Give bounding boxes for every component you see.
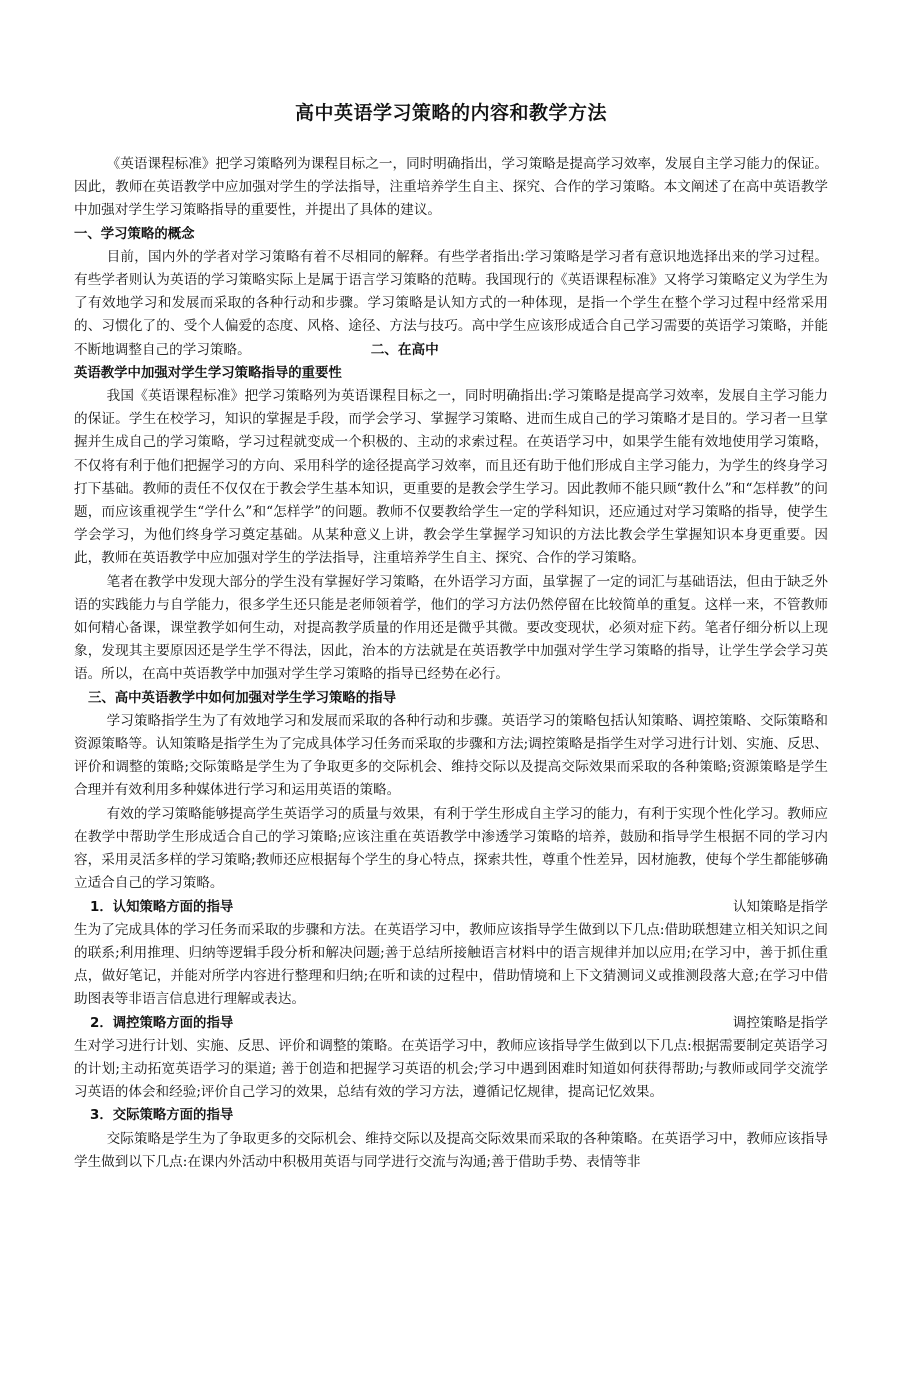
intro-paragraph: 《英语课程标准》把学习策略列为课程目标之一，同时明确指出，学习策略是提高学习效率，发展自主学习能力的保证。因此，教师在英语教学中应加强对学生的学法指导，注重培养学生自主、探究、合作的学习策略。本文阐述了在高中英语教学中加强对学生学习策略指导的重要性，并提出了具体的建议。 xyxy=(74,156,828,219)
document-title: 高中英语学习策略的内容和教学方法 xyxy=(294,102,607,124)
section3-paragraph-1: 学习策略指学生为了有效地学习和发展而采取的各种行动和步骤。英语学习的策略包括认知策略、调控策略、交际策略和资源策略等。认知策略是指学生为了完成具体学习任务而采取的步骤和方法;调控策略是指学生对学习进行计划、实施、反思、评价和调整的策略;交际策略是学生为了争取更多的交际机会、维持交际以及提高交际效果而采取的各种策略;资源策略是学生合理并有效利用多种媒体进行学习和运用英语的策略。 xyxy=(74,712,828,799)
subsection2-body: 生对学习进行计划、实施、反思、评价和调整的策略。在英语学习中，教师应该指导学生做到以下几点:根据需要制定英语学习的计划;主动拓宽英语学习的渠道; 善于创造和把握学习英语的机会;学习中遇到困难时知道如何获得帮助;与教师或同学交流学习英语的体会和经验;评价自己学习的效果，总结有效的学习方法，遵循记忆规律，提高记忆效果。 xyxy=(74,1037,828,1101)
section3-heading: 三、高中英语教学中如何加强对学生学习策略的指导 xyxy=(88,690,396,706)
subsection2-heading: 2．调控策略方面的指导 xyxy=(90,1015,234,1031)
subsection1-heading: 1．认知策略方面的指导 xyxy=(90,899,234,915)
section3-paragraph-2: 有效的学习策略能够提高学生英语学习的质量与效果，有利于学生形成自主学习的能力，有利于实现个性化学习。教师应在教学中帮助学生形成适合自己的学习策略;应该注重在英语教学中渗透学习策略的培养，鼓励和指导学生根据不同的学习内容，采用灵活多样的学习策略;教师还应根据每个学生的身心特点，探索共性，尊重个性差异，因材施教，使每个学生都能够确立适合自己的学习策略。 xyxy=(74,805,828,892)
subsection2-lead: 调控策略是指学 xyxy=(732,1014,828,1031)
subsection3-heading: 3．交际策略方面的指导 xyxy=(90,1108,234,1124)
section1-heading: 一、学习策略的概念 xyxy=(74,226,195,242)
section2-heading-part1: 二、在高中 xyxy=(370,341,439,358)
subsection2-header-line xyxy=(74,1012,828,1035)
section2-paragraph-1: 我国《英语课程标准》把学习策略列为英语课程目标之一，同时明确指出:学习策略是提高学习效率，发展自主学习能力的保证。学生在校学习，知识的掌握是手段，而学会学习、掌握学习策略、进而生成自己的学习策略才是目的。学习者一旦掌握并生成自己的学习策略，学习过程就变成一个积极的、主动的求索过程。在英语学习中，如果学生能有效地使用学习策略，不仅将有利于他们把握学习的方向、采用科学的途径提高学习效率，而且还有助于他们形成自主学习能力，为学生的终身学习打下基础。教师的责任不仅仅在于教会学生基本知识，更重要的是教会学生学习。因此教师不能只顾“教什么”和“怎样教”的问题，而应该重视学生“学什么”和“怎样学”的问题。教师不仅要教给学生一定的学科知识，还应通过对学习策略的指导，使学生学会学习，为他们终身学习奠定基础。从某种意义上讲，教会学生掌握学习知识的方法比教会学生掌握知识本身更重要。因此，教师在英语教学中应加强对学生的学法指导，注重培养学生自主、探究、合作的学习策略。 xyxy=(74,388,828,567)
subsection1-lead: 认知策略是指学 xyxy=(732,898,828,915)
section1-paragraph xyxy=(74,246,828,362)
document-page xyxy=(74,98,828,1174)
subsection3-body: 交际策略是学生为了争取更多的交际机会、维持交际以及提高交际效果而采取的各种策略。在英语学习中，教师应该指导学生做到以下几点:在课内外活动中积极用英语与同学进行交流与沟通;善于借助手势、表情等非 xyxy=(74,1130,828,1170)
section2-paragraph-2: 笔者在教学中发现大部分的学生没有掌握好学习策略，在外语学习方面，虽掌握了一定的词汇与基础语法，但由于缺乏外语的实践能力与自学能力，很多学生还只能是老师领着学，他们的学习方法仍然停留在比较简单的重复。这样一来，不管教师如何精心备课，课堂教学如何生动，对提高教学质量的作用还是微乎其微。要改变现状，必须对症下药。笔者仔细分析以上现象，发现其主要原因还是学生学不得法，因此，治本的方法就是在英语教学中加强对学生学习策略的指导，让学生学会学习英语。所以，在高中英语教学中加强对学生学习策略的指导已经势在必行。 xyxy=(74,573,828,683)
subsection1-header-line xyxy=(74,896,828,919)
subsection1-body: 生为了完成具体的学习任务而采取的步骤和方法。在英语学习中，教师应该指导学生做到以下几点:借助联想建立相关知识之间的联系;利用推理、归纳等逻辑手段分析和解决问题;善于总结所接触语言材料中的语言规律并加以应用;在学习中，善于抓住重点，做好笔记，并能对所学内容进行整理和归纳;在听和读的过程中，借助情境和上下文猜测词义或推测段落大意;在学习中借助图表等非语言信息进行理解或表达。 xyxy=(74,921,828,1008)
section1-paragraph-text: 目前，国内外的学者对学习策略有着不尽相同的解释。有些学者指出:学习策略是学习者有意识地选择出来的学习过程。有些学者则认为英语的学习策略实际上是属于语言学习策略的范畴。我国现行的《英语课程标准》又将学习策略定义为学生为了有效地学习和发展而采取的各种行动和步骤。学习策略是认知方式的一种体现，是指一个学生在整个学习过程中经常采用的、习惯化了的、受个人偏爱的态度、风格、途径、方法与技巧。高中学生应该形成适合自己学习需要的英语学习策略，并能不断地调整自己的学习策略。 xyxy=(74,248,828,358)
section2-heading: 英语教学中加强对学生学习策略指导的重要性 xyxy=(74,365,342,381)
